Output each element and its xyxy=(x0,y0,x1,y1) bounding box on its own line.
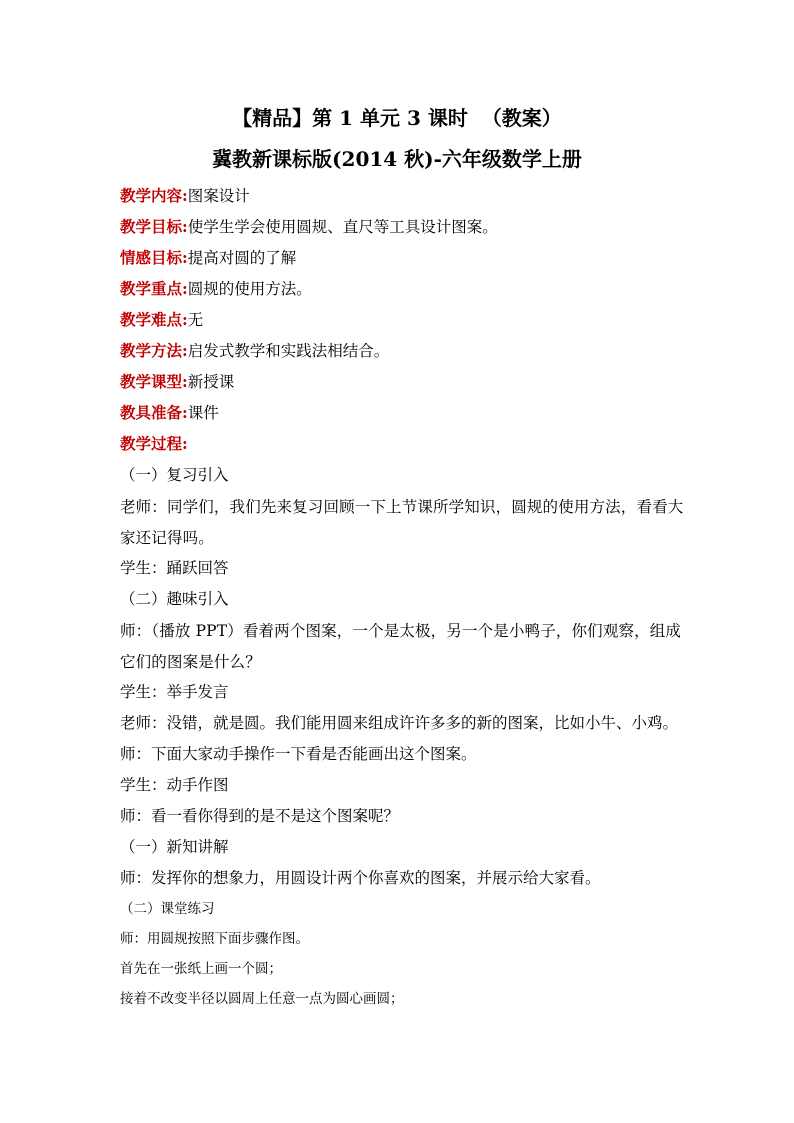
field-materials xyxy=(120,399,684,430)
field-objective xyxy=(120,213,684,244)
paragraph: 师：下面大家动手操作一下看是否能画出这个图案。 xyxy=(120,745,477,763)
paragraph: 学生：动手作图 xyxy=(120,776,229,794)
document-body xyxy=(120,182,684,1015)
section-heading: （一）复习引入 xyxy=(120,466,229,484)
paragraph: 师：发挥你的想象力，用圆设计两个你喜欢的图案，并展示给大家看。 xyxy=(120,869,601,887)
field-label: 教学重点: xyxy=(120,279,188,298)
field-lesson-type xyxy=(120,368,684,399)
paragraph: 师：（播放 PPT）看着两个图案，一个是太极，另一个是小鸭子，你们观察，组成它们的图案是什么？ xyxy=(120,622,682,671)
field-method xyxy=(120,337,684,368)
paragraph: 师：看一看你得到的是不是这个图案呢？ xyxy=(120,807,400,825)
document-subtitle: 冀教新课标版(2014 秋)-六年级数学上册 xyxy=(212,147,582,171)
paragraph: 老师：没错，就是圆。我们能用圆来组成许许多多的新的图案，比如小牛、小鸡。 xyxy=(120,714,679,732)
section-heading: （二）趣味引入 xyxy=(120,590,229,608)
paragraph: 学生：踊跃回答 xyxy=(120,559,229,577)
field-value: 无 xyxy=(187,311,204,329)
field-value: 启发式教学和实践法相结合。 xyxy=(187,342,390,360)
field-key-point xyxy=(120,275,684,306)
paragraph: 首先在一张纸上画一个圆； xyxy=(120,961,282,977)
section-heading: （一）新知讲解 xyxy=(120,838,229,856)
field-label: 教学目标: xyxy=(120,217,188,236)
field-value: 课件 xyxy=(187,404,219,422)
field-emotional-goal xyxy=(120,244,684,275)
section-heading: （二）课堂练习 xyxy=(120,901,215,917)
document-title: 【精品】第 1 单元 3 课时 （教案） xyxy=(232,106,562,130)
paragraph: 师：用圆规按照下面步骤作图。 xyxy=(120,931,309,947)
field-value: 圆规的使用方法。 xyxy=(187,280,312,298)
field-content xyxy=(120,182,684,213)
field-label: 教学过程: xyxy=(120,434,188,453)
field-value: 提高对圆的了解 xyxy=(187,249,297,267)
field-value: 使学生学会使用圆规、直尺等工具设计图案。 xyxy=(187,218,498,236)
field-process xyxy=(120,430,684,461)
field-difficulty xyxy=(120,306,684,337)
paragraph: 学生：举手发言 xyxy=(120,683,229,701)
field-label: 教学难点: xyxy=(120,310,188,329)
field-label: 教学内容: xyxy=(120,186,188,205)
paragraph: 老师：同学们，我们先来复习回顾一下上节课所学知识，圆规的使用方法，看看大家还记得吗。 xyxy=(120,498,684,547)
field-label: 教学课型: xyxy=(120,372,188,391)
field-label: 情感目标: xyxy=(120,248,188,267)
field-value: 新授课 xyxy=(187,373,235,391)
paragraph: 接着不改变半径以圆周上任意一点为圆心画圆； xyxy=(120,991,404,1007)
field-label: 教学方法: xyxy=(120,341,188,360)
field-label: 教具准备: xyxy=(120,403,188,422)
field-value: 图案设计 xyxy=(187,187,250,205)
